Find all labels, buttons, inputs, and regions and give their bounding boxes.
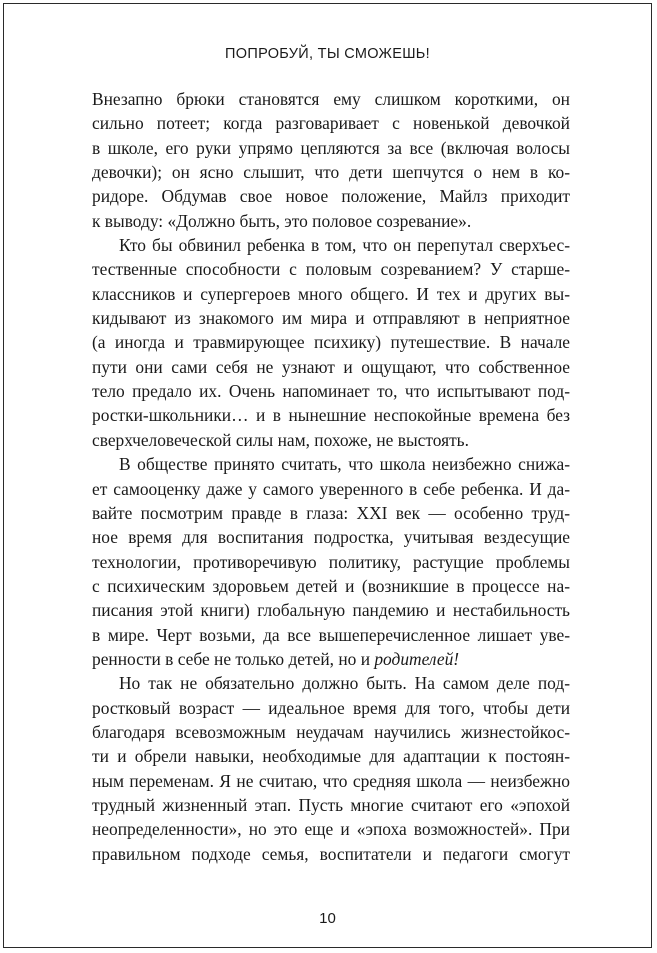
- text-line: с психическим здоровьем детей и (возникшие в процессе на-: [92, 575, 570, 596]
- text-line-start: ренности в себе не только детей, но и: [92, 648, 370, 669]
- text-line: ным переменам. Я не считаю, что средняя школа — неизбежно: [92, 770, 570, 791]
- text-line: ридоре. Обдумав свое новое положение, Майлз приходит: [92, 186, 570, 207]
- body-text: [92, 87, 570, 866]
- text-line: трудный жизненный этап. Пусть многие считают его «эпохой: [92, 794, 570, 815]
- text-line: ное время для воспитания подростка, учитывая вездесущие: [92, 527, 570, 548]
- text-line: правильном подходе семья, воспитатели и педагоги смогут: [92, 843, 570, 864]
- text-line: классников и супергероев много общего. И тех и других вы-: [92, 283, 570, 304]
- paragraph-2: [92, 233, 570, 452]
- text-line: технологии, противоречивую политику, растущие проблемы: [92, 551, 570, 572]
- text-line: пути они сами себя не узнают и ощущают, что собственное: [92, 356, 570, 377]
- text-line-with-emphasis: [92, 647, 570, 671]
- text-line: сверхчеловеческой силы нам, похоже, не выстоять.: [92, 429, 469, 450]
- book-page: [3, 3, 652, 948]
- text-line: В обществе принято считать, что школа неизбежно снижа-: [119, 454, 570, 475]
- text-line: Внезапно брюки становятся ему слишком короткими, он: [92, 89, 570, 109]
- text-line: писания этой книги) глобальную пандемию и нестабильность: [92, 600, 570, 621]
- text-line: Кто бы обвинил ребенка в том, что он перепутал сверхъес-: [119, 235, 570, 256]
- emphasis-text: родителей!: [374, 648, 460, 669]
- page-number: 10: [319, 910, 336, 927]
- text-line: в школе, его руки упрямо цепляются за все (включая волосы: [92, 137, 570, 158]
- text-line: ет самооценку даже у самого уверенного в себе ребенка. И да-: [92, 478, 570, 499]
- text-line: тественные способности с половым созреванием? У старше-: [92, 259, 570, 280]
- paragraph-4: [92, 671, 570, 866]
- text-line: в мире. Черт возьми, да все вышеперечисленное лишает уве-: [92, 624, 570, 645]
- text-line: Но так не обязательно должно быть. На самом деле под-: [119, 673, 570, 694]
- text-line: вайте посмотрим правде в глаза: XXI век — особенно труд-: [92, 502, 570, 523]
- text-line: сильно потеет; когда разговаривает с новенькой девочкой: [92, 113, 570, 134]
- text-line: кидывают из знакомого им мира и отправляют в неприятное: [92, 308, 570, 329]
- paragraph-1: [92, 87, 570, 233]
- text-line: неопределенности», но это еще и «эпоха возможностей». При: [92, 819, 570, 840]
- paragraph-3: [92, 452, 570, 671]
- text-line: тело предало их. Очень напоминает то, что испытывают под-: [92, 381, 570, 402]
- text-line: ти и обрели навыки, необходимые для адаптации к постоян-: [92, 746, 570, 767]
- running-head: ПОПРОБУЙ, ТЫ СМОЖЕШЬ!: [225, 46, 430, 62]
- text-line: ростковый возраст — идеальное время для того, чтобы дети: [92, 697, 570, 718]
- text-line: благодаря всевозможным неудачам научились жизнестойкос-: [92, 721, 570, 742]
- text-line: девочки); он ясно слышит, что дети шепчутся о нем в ко-: [92, 162, 570, 183]
- text-line: (а иногда и травмирующее психику) путешествие. В начале: [92, 332, 570, 353]
- text-line: ростки-школьники… и в нынешние неспокойные времена без: [92, 405, 570, 426]
- text-line: к выводу: «Должно быть, это половое созревание».: [92, 210, 472, 231]
